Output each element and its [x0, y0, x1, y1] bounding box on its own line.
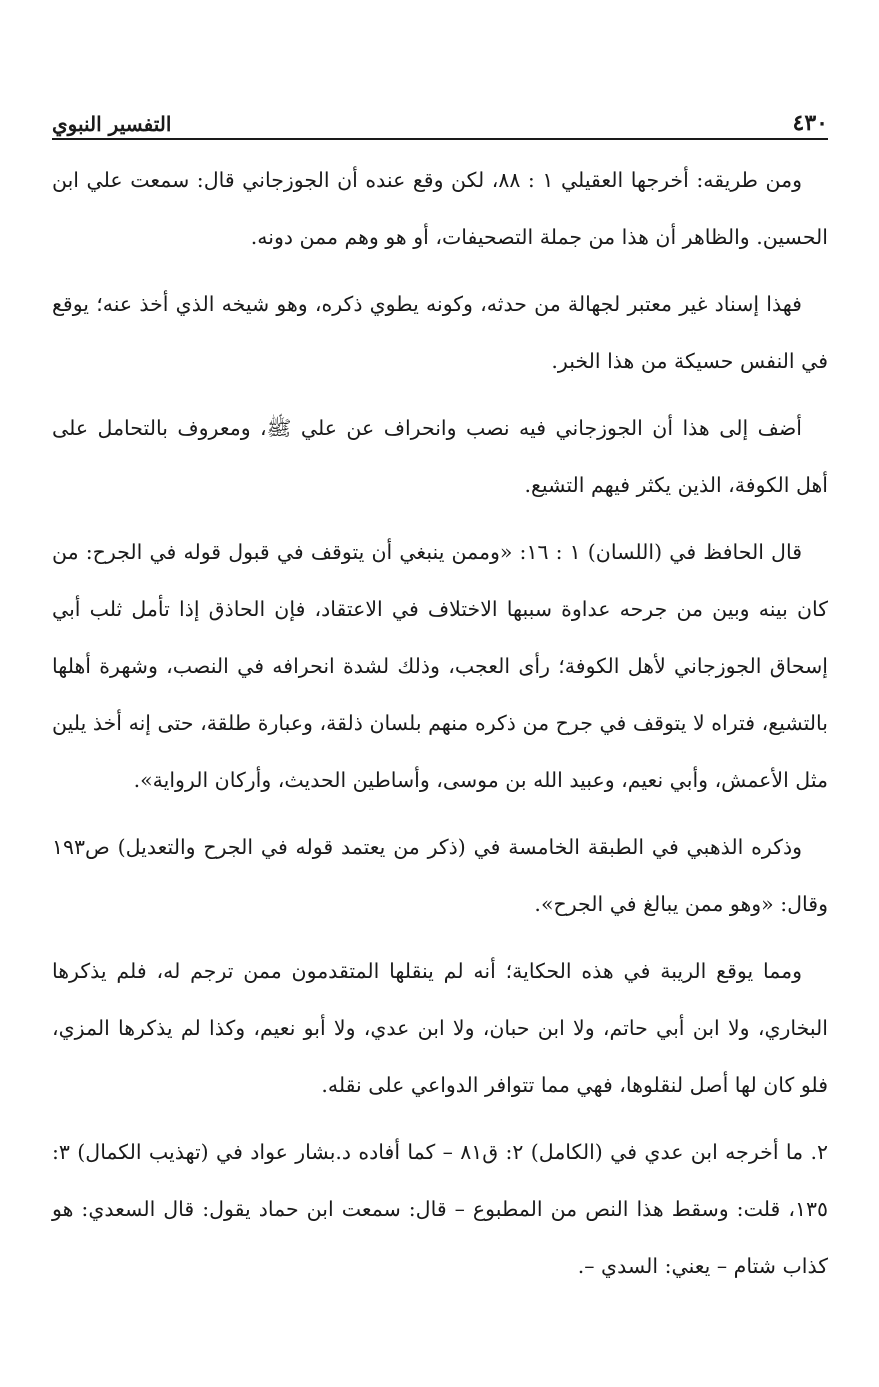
page-number: ٤٣٠ — [792, 110, 828, 136]
paragraph-ibn-adi-report: ٢. ما أخرجه ابن عدي في (الكامل) ٢: ق٨١ – كما أفاده د.بشار عواد في (تهذيب الكمال) ٣: ١٣٥، قلت: وسقط هذا النص من المطبوع – قال: سمعت ابن حماد يقول: قال السعدي: هو كذاب شتام – يعني: السدي –. — [52, 1140, 828, 1278]
body-text — [52, 152, 828, 1295]
paragraph-weak-isnad: فهذا إسناد غير معتبر لجهالة من حدثه، وكونه يطوي ذكره، وهو شيخه الذي أخذ عنه؛ يوقع في النفس حسيكة من هذا الخبر. — [52, 292, 828, 373]
paragraph-jawzajani-bias: أضف إلى هذا أن الجوزجاني فيه نصب وانحراف عن علي ﷺ، ومعروف بالتحامل على أهل الكوفة، الذين يكثر فيهم التشيع. — [52, 416, 828, 497]
paragraph-aqili-chain: ومن طريقه: أخرجها العقيلي ١ : ٨٨، لكن وقع عنده أن الجوزجاني قال: سمعت علي ابن الحسين. والظاهر أن هذا من جملة التصحيفات، أو هو وهم ممن دونه. — [52, 168, 828, 249]
book-title: التفسير النبوي — [52, 112, 172, 136]
paragraph-hafiz-lisan-quote: قال الحافظ في (اللسان) ١ : ١٦: «وممن ينبغي أن يتوقف في قبول قوله في الجرح: من كان بينه وبين من جرحه عداوة سببها الاختلاف في الاعتقاد، فإن الحاذق إذا تأمل ثلب أبي إسحاق الجوزجاني لأهل الكوفة؛ رأى العجب، وذلك لشدة انحرافه في النصب، وشهرة أهلها بالتشيع، فتراه لا يتوقف في جرح من ذكره منهم بلسان ذلقة، وعبارة طلقة، حتى إنه أخذ يلين مثل الأعمش، وأبي نعيم، وعبيد الله بن موسى، وأساطين الحديث، وأركان الرواية». — [52, 540, 828, 792]
paragraph-doubt-reason: ومما يوقع الريبة في هذه الحكاية؛ أنه لم ينقلها المتقدمون ممن ترجم له، فلم يذكرها البخاري، ولا ابن أبي حاتم، ولا ابن حبان، ولا ابن عدي، ولا أبو نعيم، وكذا لم يذكرها المزي، فلو كان لها أصل لنقلوها، فهي مما تتوافر الدواعي على نقله. — [52, 959, 828, 1097]
running-header — [52, 106, 828, 140]
paragraph-dhahabi-mention: وذكره الذهبي في الطبقة الخامسة في (ذكر من يعتمد قوله في الجرح والتعديل) ص١٩٣ وقال: «وهو ممن يبالغ في الجرح». — [52, 835, 828, 916]
